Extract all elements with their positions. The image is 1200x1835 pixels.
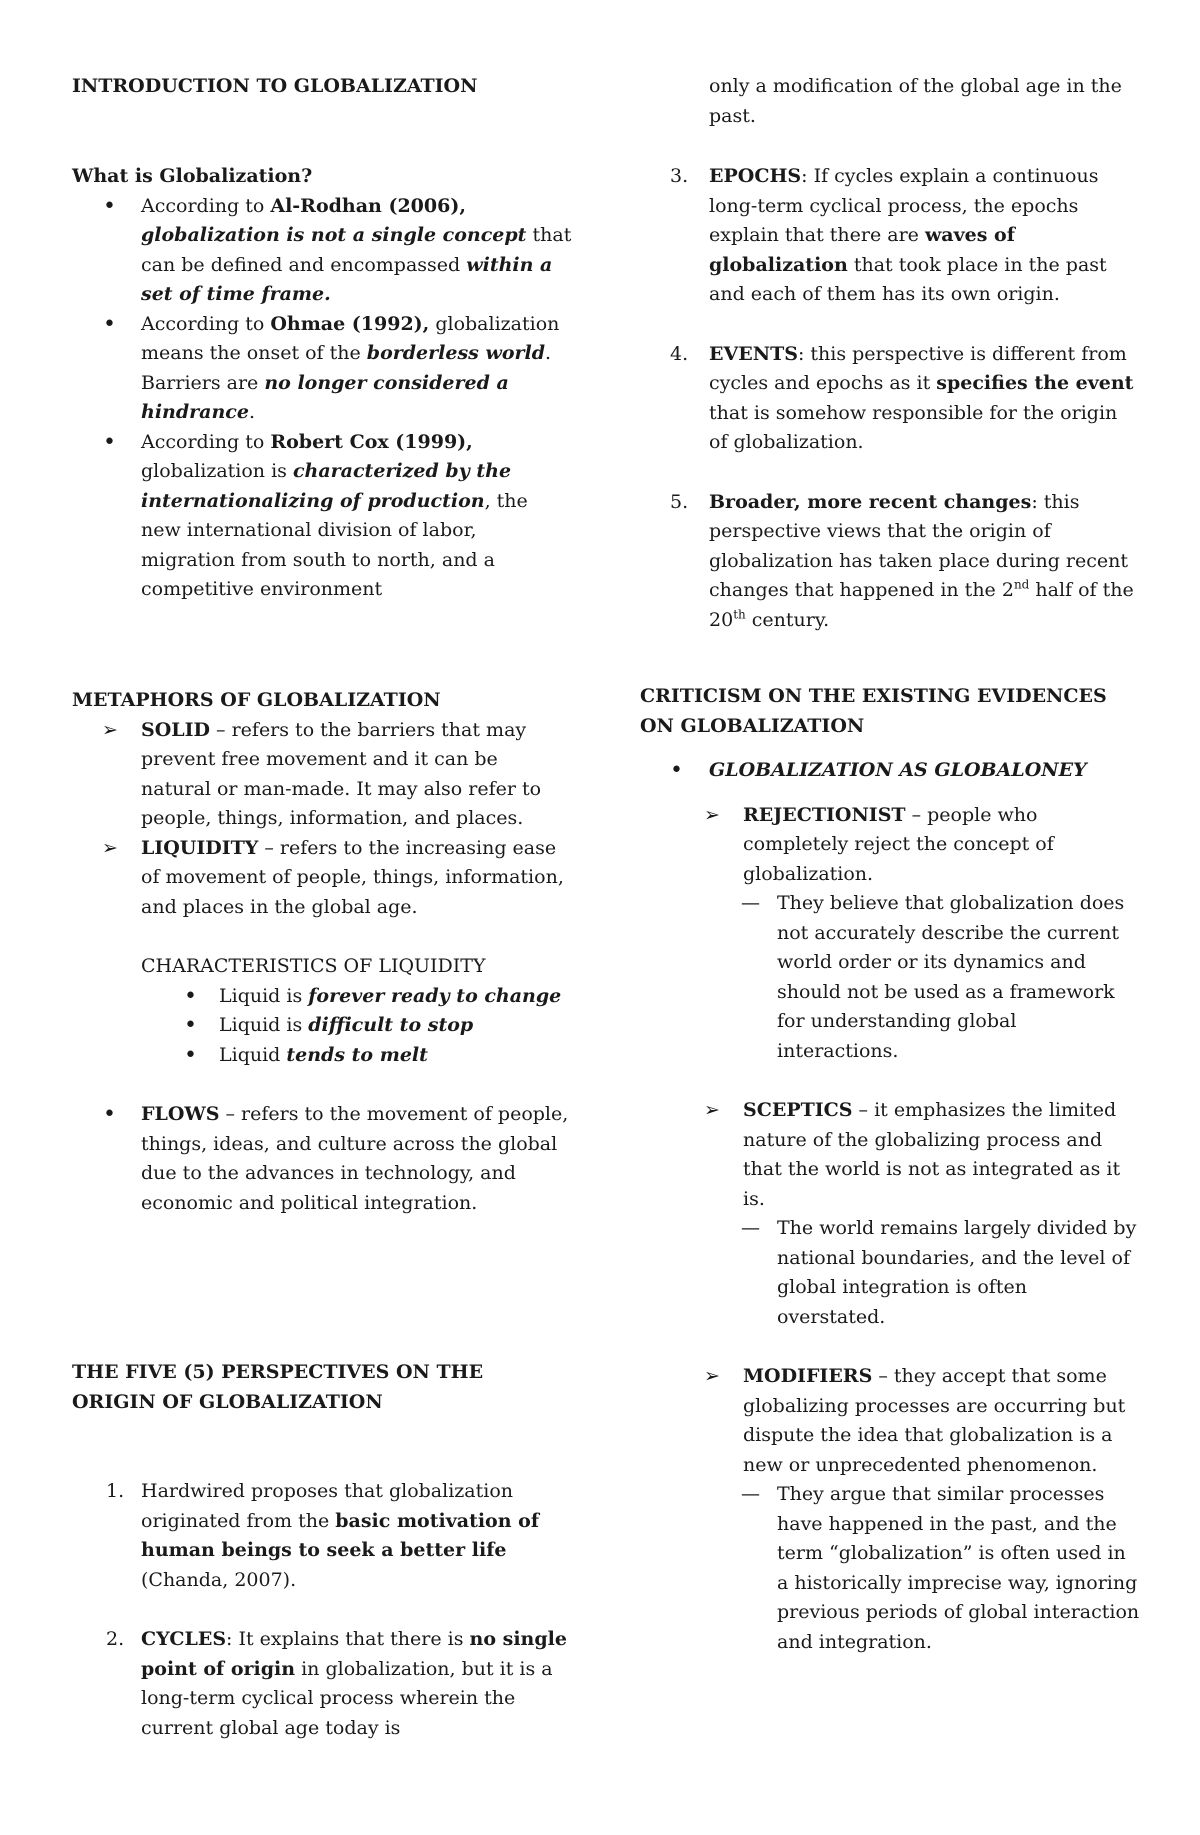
list-item: • According to Robert Cox (1999), globalization is characterized by the internationalizing of production, the new international division of labor, migration from south to north, and a competitive environment — [72, 428, 572, 605]
list-item: • According to Ohmae (1992), globalization means the onset of the borderless world. Barriers are no longer considered a hindrance. — [72, 310, 572, 428]
views-list — [640, 801, 1140, 1658]
list-item: • FLOWS – refers to the movement of people, things, ideas, and culture across the global due to the advances in technology, and economic and political integration. — [72, 1100, 572, 1218]
what-is-section — [72, 162, 572, 605]
list-item: 1. Hardwired proposes that globalization originated from the basic motivation of human beings to seek a better life (Chanda, 2007). — [106, 1480, 540, 1591]
list-item: • Liquid is difficult to stop — [72, 1011, 572, 1041]
list-item: ➢ MODIFIERS – they accept that some globalizing processes are occurring but dispute the idea that globalization is a new or unprecedented phenomenon. — [640, 1362, 1140, 1480]
perspectives-list — [72, 1477, 572, 1743]
list-item-continued: only a modification of the global age in the past. — [709, 75, 1122, 127]
page-title: INTRODUCTION TO GLOBALIZATION — [72, 75, 478, 97]
list-item-note: — They argue that similar processes have happened in the past, and the term “globalization” is often used in a historically imprecise way, ignoring previous periods of global interaction and integration. — [640, 1480, 1140, 1657]
metaphors-list — [72, 716, 572, 923]
list-item-note: — The world remains largely divided by national boundaries, and the level of global integration is often overstated. — [640, 1214, 1140, 1332]
list-item: • According to Al-Rodhan (2006), globalization is not a single concept that can be defined and encompassed within a set of time frame. — [72, 192, 572, 310]
characteristics-block — [72, 952, 572, 1070]
list-item: ➢ SCEPTICS – it emphasizes the limited nature of the globalizing process and that the world is not as integrated as it is. — [640, 1096, 1140, 1214]
characteristics-heading: CHARACTERISTICS OF LIQUIDITY — [141, 955, 486, 977]
list-item: 3. EPOCHS: If cycles explain a continuous long-term cyclical process, the epochs explain that there are waves of globalization that took place in the past and each of them has its own origin. — [670, 165, 1107, 305]
criticism-heading: CRITICISM ON THE EXISTING EVIDENCES ON GLOBALIZATION — [640, 685, 1107, 737]
list-item: 4. EVENTS: this perspective is different from cycles and epochs as it specifies the event that is somehow responsible for the origin of globalization. — [670, 342, 1134, 453]
criticism-list — [640, 756, 1140, 786]
list-item: 5. Broader, more recent changes: this perspective views that the origin of globalization has taken place during recent changes that happened in the 2nd half of the 20th century. — [670, 490, 1134, 631]
what-is-list — [72, 192, 572, 605]
list-item: • GLOBALIZATION AS GLOBALONEY — [640, 756, 1140, 786]
characteristics-list — [72, 982, 572, 1071]
what-is-heading: What is Globalization? — [72, 165, 313, 187]
metaphors-heading: METAPHORS OF GLOBALIZATION — [72, 689, 441, 711]
list-item: 2. CYCLES: It explains that there is no single point of origin in globalization, but it is a long-term cyclical process wherein the current global age today is — [106, 1628, 567, 1739]
list-item: ➢ SOLID – refers to the barriers that may prevent free movement and it can be natural or man-made. It may also refer to people, things, information, and places. — [72, 716, 572, 834]
list-item: ➢ REJECTIONIST – people who completely reject the concept of globalization. — [640, 801, 1140, 890]
perspectives-list-continued — [640, 162, 1140, 635]
criticism-section — [640, 682, 1140, 1657]
flows-list — [72, 1100, 572, 1218]
list-item: • Liquid tends to melt — [72, 1041, 572, 1071]
metaphors-section — [72, 686, 572, 1218]
perspectives-section — [72, 1358, 572, 1743]
list-item-note: — They believe that globalization does not accurately describe the current world order or its dynamics and should not be used as a framework for understanding global interactions. — [640, 889, 1140, 1066]
perspectives-heading: THE FIVE (5) PERSPECTIVES ON THE ORIGIN OF GLOBALIZATION — [72, 1361, 484, 1413]
list-item: • Liquid is forever ready to change — [72, 982, 572, 1012]
list-item: ➢ LIQUIDITY – refers to the increasing ease of movement of people, things, information, and places in the global age. — [72, 834, 572, 923]
